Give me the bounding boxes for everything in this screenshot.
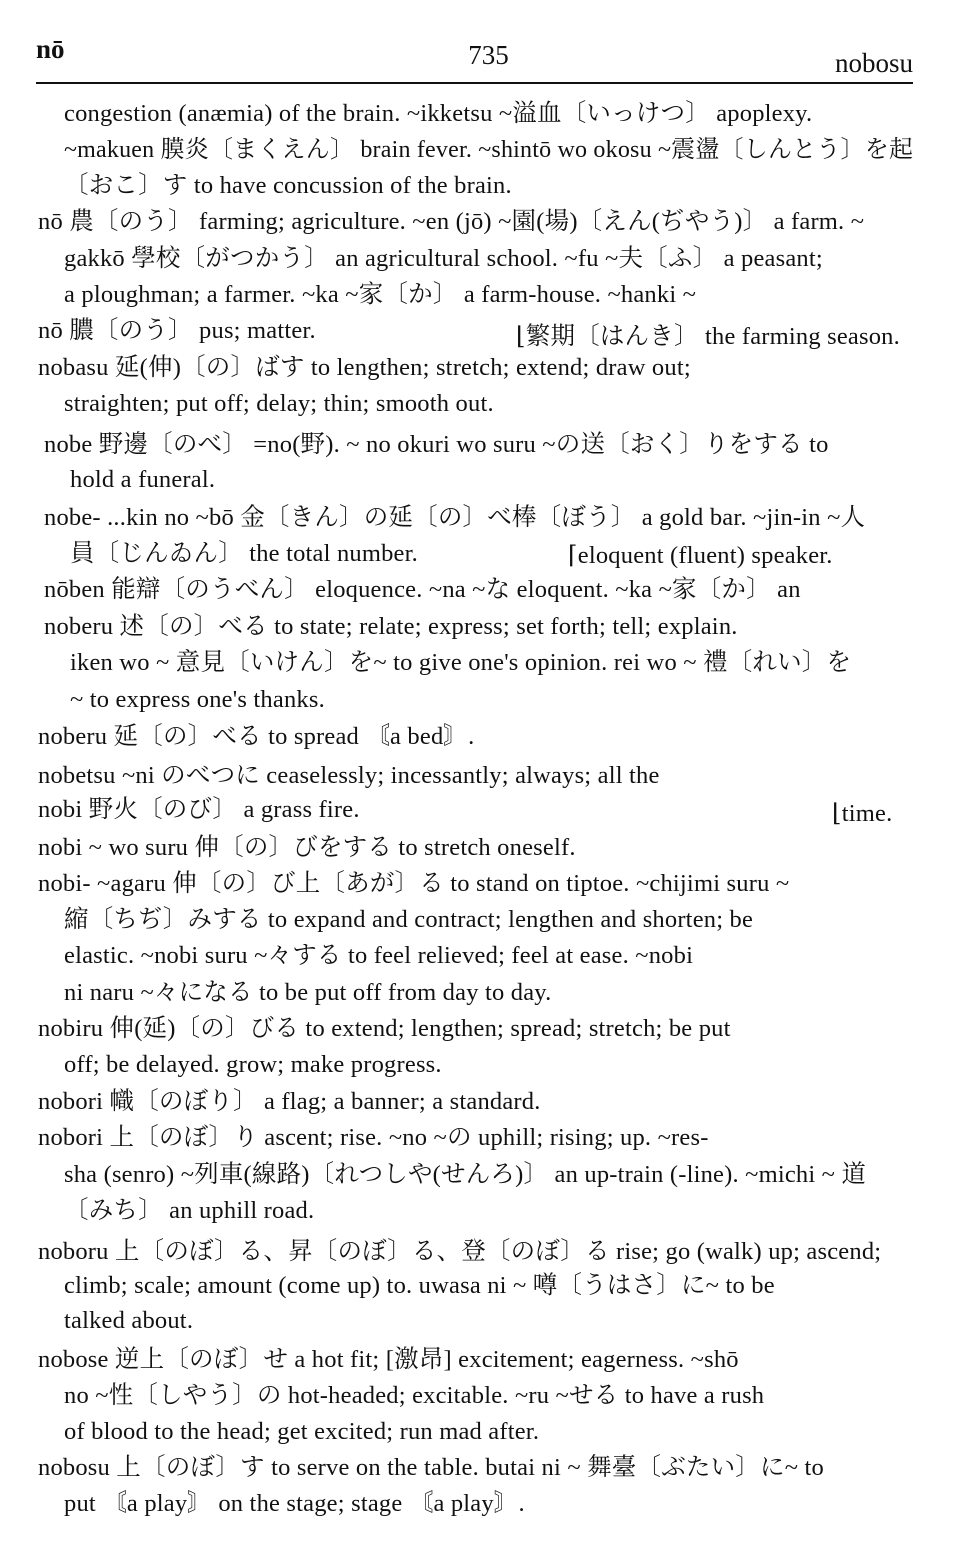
header-right-guideword: nobosu: [834, 48, 913, 78]
entry-line: 縮〔ちぢ〕みする to expand and contract; lengthen and shorten; be: [64, 906, 754, 933]
entry-line: nobori 上〔のぼ〕り ascent; rise. ~no ~の uphill; rising; up. ~res-: [38, 1124, 709, 1151]
page-number: 735: [468, 40, 509, 70]
entry-line: climb; scale; amount (come up) to. uwasa ni ~ 噂〔うはさ〕に~ to be: [64, 1272, 775, 1299]
entry-line: ni naru ~々になる to be put off from day to day.: [64, 979, 552, 1006]
entry-line: nōben 能辯〔のうべん〕 eloquence. ~na ~な eloquent. ~ka ~家〔か〕 an: [44, 576, 801, 603]
header-rule: [36, 82, 913, 84]
header-left-guideword: nō: [36, 34, 65, 64]
entry-line: nobori 幟〔のぼり〕 a flag; a banner; a standard.: [38, 1088, 541, 1115]
entry-line: off; be delayed. grow; make progress.: [64, 1051, 442, 1078]
entry-line: put 〘a play〙 on the stage; stage 〘a play〙.: [64, 1490, 525, 1517]
entry-line: iken wo ~ 意見〔いけん〕を~ to give one's opinion. rei wo ~ 禮〔れい〕を: [70, 649, 852, 676]
entry-line: nobosu 上〔のぼ〕す to serve on the table. butai ni ~ 舞臺〔ぶたい〕に~ to: [38, 1454, 824, 1481]
entry-line: noberu 延〔の〕べる to spread 〘a bed〙.: [38, 723, 475, 750]
entry-line: ~ to express one's thanks.: [70, 686, 325, 713]
entry-line: 〔みち〕 an uphill road.: [64, 1197, 315, 1224]
entry-line: of blood to the head; get excited; run mad after.: [64, 1418, 540, 1445]
entry-line: nobi 野火〔のび〕 a grass fire.: [38, 796, 360, 823]
entry-line: nō 膿〔のう〕 pus; matter.: [38, 317, 316, 344]
running-header: [0, 0, 977, 90]
entry-line: nobasu 延(伸)〔の〕ばす to lengthen; stretch; extend; draw out;: [38, 354, 691, 381]
entry-line: nobetsu ~ni のべつに ceaselessly; incessantly; always; all the: [38, 762, 660, 789]
entry-line: gakkō 學校〔がつかう〕 an agricultural school. ~fu ~夫〔ふ〕 a peasant;: [64, 245, 823, 272]
entry-line: nobiru 伸(延)〔の〕びる to extend; lengthen; spread; stretch; be put: [38, 1015, 731, 1042]
entry-line: noberu 述〔の〕べる to state; relate; express; set forth; tell; explain.: [44, 613, 738, 640]
entry-line: talked about.: [64, 1307, 194, 1334]
entry-line: nobi- ~agaru 伸〔の〕び上〔あが〕る to stand on tiptoe. ~chijimi suru ~: [38, 870, 790, 897]
entry-line: ⌈eloquent (fluent) speaker.: [568, 542, 833, 569]
entry-line: ⌊繁期〔はんき〕 the farming season.: [516, 323, 900, 350]
entry-line: nobe- ...kin no ~bō 金〔きん〕の延〔の〕べ棒〔ぼう〕 a gold bar. ~jin-in ~人: [44, 504, 866, 531]
entry-line: hold a funeral.: [70, 466, 216, 493]
entry-line: nobose 逆上〔のぼ〕せ a hot fit; [激昂] excitement; eagerness. ~shō: [38, 1346, 739, 1373]
entry-line: nō 農〔のう〕 farming; agriculture. ~en (jō) ~園(場)〔えん(ぢやう)〕 a farm. ~: [38, 208, 865, 235]
entry-line: ~makuen 膜炎〔まくえん〕 brain fever. ~shintō wo okosu ~震盪〔しんとう〕を起: [64, 137, 914, 163]
entry-line: noboru 上〔のぼ〕る、昇〔のぼ〕る、登〔のぼ〕る rise; go (walk) up; ascend;: [38, 1238, 882, 1265]
entry-line: 員〔じんゐん〕 the total number.: [70, 540, 418, 567]
entry-line: nobi ~ wo suru 伸〔の〕びをする to stretch oneself.: [38, 834, 576, 861]
entry-line: ⌊time.: [832, 800, 893, 827]
entry-line: 〔おこ〕す to have concussion of the brain.: [64, 172, 512, 199]
entry-line: straighten; put off; delay; thin; smooth out.: [64, 390, 494, 417]
entry-line: a ploughman; a farmer. ~ka ~家〔か〕 a farm-house. ~hanki ~: [64, 281, 697, 308]
entry-line: congestion (anæmia) of the brain. ~ikketsu ~溢血〔いっけつ〕 apoplexy.: [64, 100, 813, 127]
entry-line: no ~性〔しやう〕の hot-headed; excitable. ~ru ~せる to have a rush: [64, 1382, 765, 1409]
entry-line: sha (senro) ~列車(線路)〔れつしや(せんろ)〕 an up-train (-line). ~michi ~ 道: [64, 1161, 867, 1188]
entry-line: elastic. ~nobi suru ~々する to feel relieved; feel at ease. ~nobi: [64, 942, 694, 969]
entry-line: nobe 野邊〔のべ〕 =no(野). ~ no okuri wo suru ~の送〔おく〕りをする to: [44, 431, 829, 458]
